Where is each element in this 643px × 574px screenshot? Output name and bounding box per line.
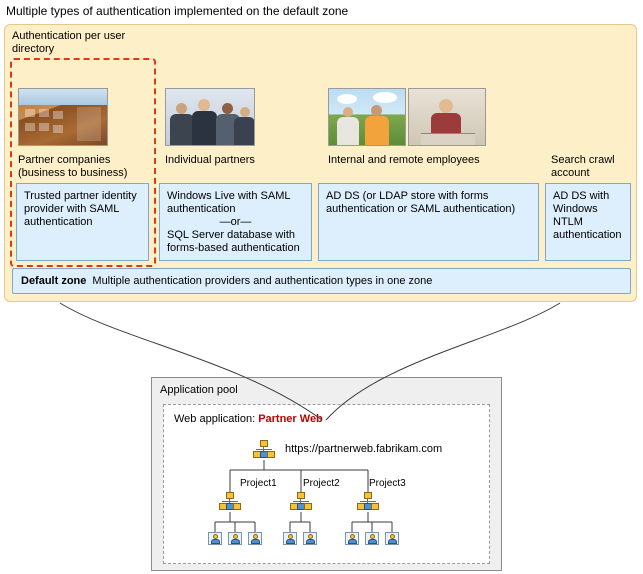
subsite-icon-1a [208, 532, 222, 545]
site-icon-project2 [290, 492, 312, 512]
page-title: Multiple types of authentication implemented on the default zone [6, 4, 349, 18]
subsite-icon-1b [228, 532, 242, 545]
office-building-photo [18, 88, 108, 146]
business-people-photo [165, 88, 255, 146]
site-icon-project3 [357, 492, 379, 512]
windows-live-line2: SQL Server database with forms-based authentication [167, 229, 300, 254]
web-application-label-text: Web application: [174, 413, 256, 425]
caption-partner-companies: Partner companies (business to business) [18, 154, 128, 179]
windows-live-line1: Windows Live with SAML authentication [167, 190, 291, 215]
auth-box-trusted-partner: Trusted partner identity provider with SAML authentication [16, 183, 149, 261]
application-pool-label: Application pool [160, 384, 238, 396]
web-application-label [174, 413, 323, 425]
project-label-3: Project3 [369, 478, 406, 489]
outdoor-workers-photo [328, 88, 406, 146]
subsite-icon-1c [248, 532, 262, 545]
default-zone-description: Multiple authentication providers and authentication types in one zone [92, 275, 433, 287]
site-icon-project1 [219, 492, 241, 512]
authentication-panel-label: Authentication per user directory [12, 30, 126, 55]
default-zone-label: Default zone [21, 275, 87, 287]
caption-individual-partners: Individual partners [165, 154, 255, 166]
caption-internal-remote-employees: Internal and remote employees [328, 154, 480, 166]
subsite-icon-3c [385, 532, 399, 545]
project-label-2: Project2 [303, 478, 340, 489]
subsite-icon-2a [283, 532, 297, 545]
web-application-name: Partner Web [258, 413, 323, 425]
windows-live-or: —or— [219, 216, 252, 228]
subsite-icon-3a [345, 532, 359, 545]
web-application-url: https://partnerweb.fabrikam.com [285, 443, 443, 455]
auth-box-ad-ds: AD DS (or LDAP store with forms authentication or SAML authentication) [318, 183, 539, 261]
auth-box-windows-live [159, 183, 312, 261]
site-collection-icon-root [253, 440, 275, 460]
caption-search-crawl-account: Search crawl account [551, 154, 615, 179]
default-zone-bar [12, 268, 631, 294]
subsite-icon-2b [303, 532, 317, 545]
auth-box-ad-ds-ntlm: AD DS with Windows NTLM authentication [545, 183, 631, 261]
woman-with-laptop-photo [408, 88, 486, 146]
project-label-1: Project1 [240, 478, 277, 489]
subsite-icon-3b [365, 532, 379, 545]
